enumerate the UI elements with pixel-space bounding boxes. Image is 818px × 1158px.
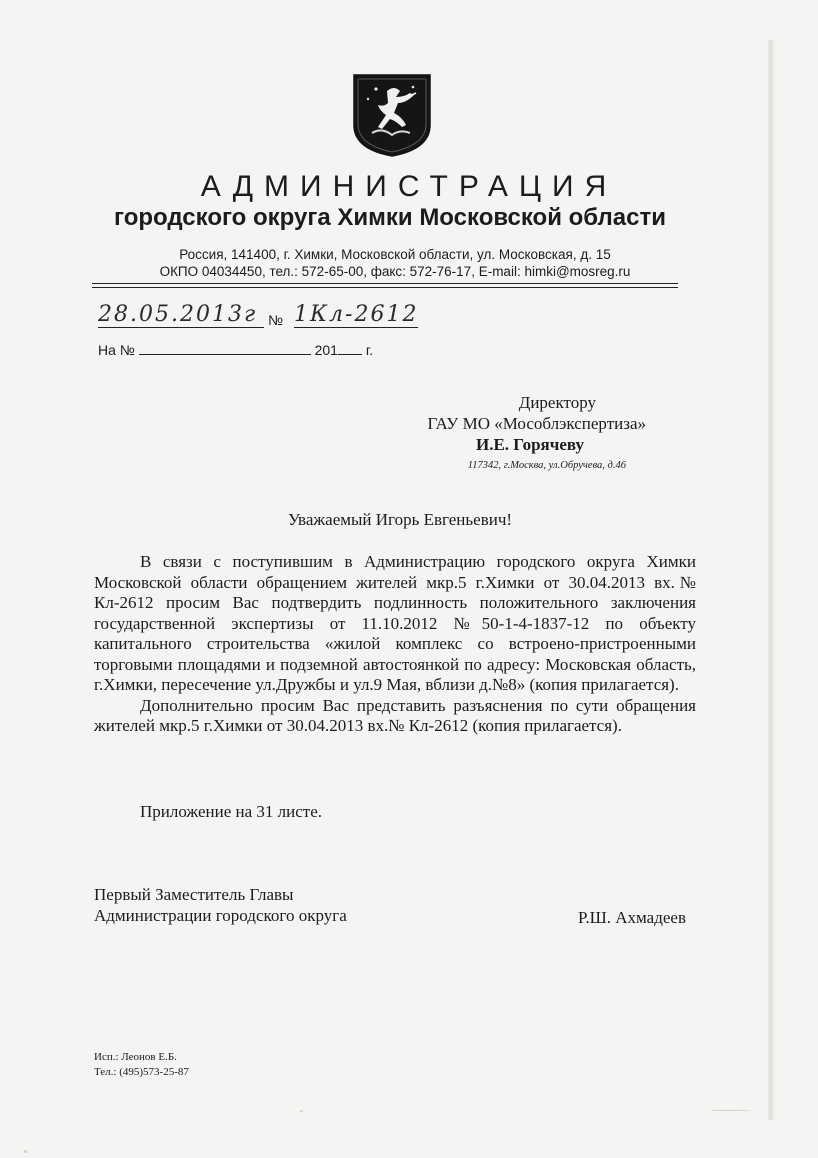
reply-suffix: г. xyxy=(365,342,374,358)
letterhead-title: АДМИНИСТРАЦИЯ xyxy=(200,170,618,203)
executor-block xyxy=(94,1050,189,1080)
letterhead-divider-top xyxy=(92,283,678,284)
letterhead-address xyxy=(0,246,790,280)
greeting: Уважаемый Игорь Евгеньевич! xyxy=(287,510,513,529)
scan-speck xyxy=(710,1110,750,1111)
letterhead-divider-bottom xyxy=(92,287,678,288)
addressee-address: 117342, г.Москва, ул.Обручева, д.46 xyxy=(467,460,626,471)
body-paragraph-2: Дополнительно просим Вас представить разъяснения по сути обращения жителей мкр.5 г.Химки от 30.04.2013 вх.№ Кл-2612 (копия прилагается). xyxy=(94,695,696,735)
letterhead-address-line-2: ОКПО 04034450, тел.: 572-65-00, факс: 572-76-17, E-mail: himki@mosreg.ru xyxy=(159,264,631,279)
addressee-name: И.Е. Горячеву xyxy=(475,435,584,454)
reply-number-blank xyxy=(139,342,311,355)
body-paragraph-1: В связи с поступившим в Администрацию городского округа Химки Московской области обращением жителей мкр.5 г.Химки от 30.04.2013 вх.№ Кл-2612 просим Вас подтвердить подлинность положительного заключения государственной экспертизы от 11.10.2012 №50-1-4-1837-12 по объекту капитального строительства «жилой комплекс со встроено-пристроенными торговыми площадями и подземной автостоянкой по адресу: Московская область, г.Химки, пересечение ул.Дружбы и ул.9 Мая, вблизи д.№8» (копия прилагается). xyxy=(94,552,696,694)
addressee-block xyxy=(340,392,646,476)
reply-prefix: На № xyxy=(98,342,135,358)
scan-speck xyxy=(300,1110,303,1112)
himki-coat-of-arms-icon xyxy=(352,73,432,158)
letterhead-subtitle: городского округа Химки Московской области xyxy=(114,204,666,231)
scan-speck xyxy=(24,1150,27,1153)
executor-phone: Тел.: (495)573-25-87 xyxy=(94,1066,189,1078)
reply-year: 201 xyxy=(314,342,338,358)
signatory-name: Р.Ш. Ахмадеев xyxy=(578,908,686,927)
addressee-position: Директору xyxy=(518,393,596,412)
reply-year-blank xyxy=(338,342,362,355)
handwritten-number: 1Кл-2612 xyxy=(294,302,419,327)
signature-block xyxy=(94,884,694,928)
signature-position-line-1: Первый Заместитель Главы xyxy=(94,885,294,904)
reply-reference xyxy=(98,342,373,358)
signature-position-line-2: Администрации городского округа xyxy=(94,906,347,925)
handwritten-date: 28.05.2013г xyxy=(98,302,264,328)
registration-line xyxy=(98,300,428,332)
letterhead-address-line-1: Россия, 141400, г. Химки, Московской области, ул. Московская, д. 15 xyxy=(179,247,611,262)
letter-body xyxy=(94,552,696,737)
number-label: № xyxy=(268,312,284,328)
attachment-note: Приложение на 31 листе. xyxy=(140,802,322,821)
addressee-organization: ГАУ МО «Мособлэкспертиза» xyxy=(427,414,646,433)
executor-name: Исп.: Леонов Е.Б. xyxy=(94,1051,177,1063)
